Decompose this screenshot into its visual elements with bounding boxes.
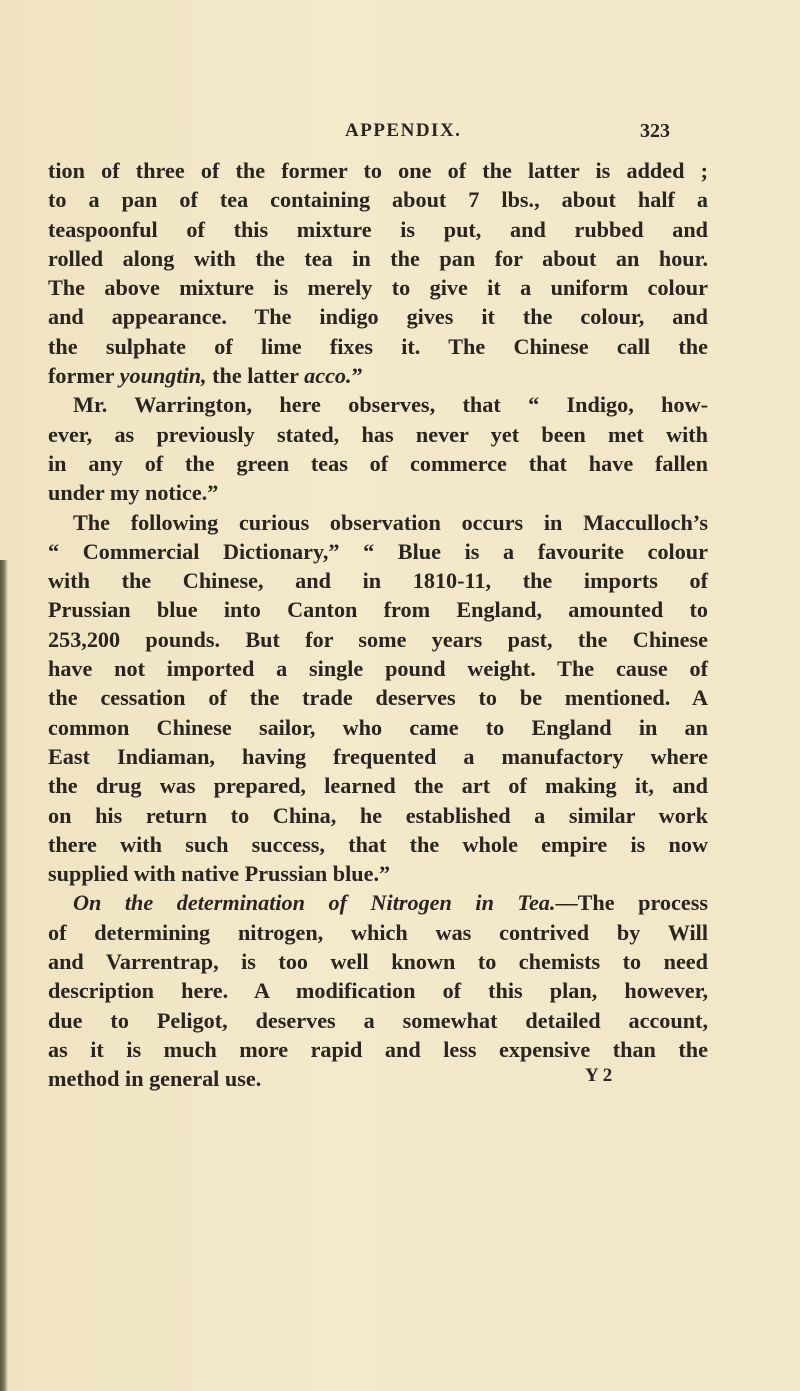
text-line	[48, 390, 708, 419]
text-line	[48, 771, 708, 800]
text-line	[48, 156, 708, 185]
running-head-title: APPENDIX.	[345, 120, 462, 141]
text-run: the cessation of the trade deserves to be mentioned. A	[48, 685, 708, 711]
text-line	[48, 1006, 708, 1035]
text-line	[48, 420, 708, 449]
italic-text: On the determination of Nitrogen in Tea.	[73, 890, 556, 916]
text-run: due to Peligot, deserves a somewhat detailed account,	[48, 1007, 708, 1033]
text-run: The above mixture is merely to give it a uniform colour	[48, 275, 708, 301]
text-line	[48, 332, 708, 361]
text-run: and appearance. The indigo gives it the colour, and	[48, 304, 708, 330]
text-run: in any of the green teas of commerce that have fallen	[48, 450, 708, 476]
text-run: rolled along with the tea in the pan for about an hour.	[48, 245, 708, 271]
italic-text: youngtin,	[119, 363, 207, 389]
text-run: supplied with native Prussian blue.”	[48, 861, 391, 887]
text-run: The following curious observation occurs in Macculloch’s	[73, 509, 708, 535]
text-line	[48, 302, 708, 331]
text-run: Prussian blue into Canton from England, amounted to	[48, 597, 708, 623]
text-run: have not imported a single pound weight. The cause of	[48, 656, 708, 682]
text-line	[48, 508, 708, 537]
text-run: —The process	[555, 890, 708, 916]
text-line	[48, 654, 708, 683]
text-line	[48, 215, 708, 244]
text-run: of determining nitrogen, which was contrived by Will	[48, 919, 708, 945]
text-run: description here. A modification of this plan, however,	[48, 978, 708, 1004]
text-line	[48, 595, 708, 624]
text-line	[48, 361, 708, 390]
text-line	[48, 185, 708, 214]
text-line	[48, 713, 708, 742]
text-run: former	[48, 363, 120, 389]
text-line	[48, 742, 708, 771]
text-line	[48, 537, 708, 566]
text-line	[48, 566, 708, 595]
text-run: and Varrentrap, is too well known to chemists to need	[48, 949, 708, 975]
text-run: 253,200 pounds. But for some years past, the Chinese	[48, 626, 708, 652]
text-run: the latter	[206, 363, 305, 389]
text-run: with the Chinese, and in 1810-11, the imports of	[48, 568, 708, 594]
text-run: the drug was prepared, learned the art of making it, and	[48, 773, 708, 799]
text-run: teaspoonful of this mixture is put, and rubbed and	[48, 216, 708, 242]
running-head	[0, 120, 800, 150]
text-run: the sulphate of lime fixes it. The Chinese call the	[48, 333, 708, 359]
text-run: “ Commercial Dictionary,” “ Blue is a favourite colour	[48, 538, 708, 564]
text-run: under my notice.”	[48, 480, 219, 506]
text-run: method in general use.	[48, 1066, 262, 1092]
text-line	[48, 830, 708, 859]
text-line	[48, 1035, 708, 1064]
text-line	[48, 449, 708, 478]
text-run: East Indiaman, having frequented a manufactory where	[48, 743, 708, 769]
page-spine-shadow	[0, 560, 8, 1391]
text-line	[48, 888, 708, 917]
text-line	[48, 918, 708, 947]
text-run: tion of three of the former to one of the latter is added ;	[48, 158, 708, 183]
text-run: ever, as previously stated, has never yet been met with	[48, 421, 708, 447]
text-line	[48, 947, 708, 976]
text-line	[48, 683, 708, 712]
page-number: 323	[640, 120, 670, 142]
text-line	[48, 976, 708, 1005]
italic-text: acco.	[304, 363, 352, 389]
text-line	[48, 478, 708, 507]
text-line	[48, 801, 708, 830]
text-run: on his return to China, he established a similar work	[48, 802, 708, 828]
text-run: Mr. Warrington, here observes, that “ Indigo, how-	[73, 392, 708, 418]
text-run: common Chinese sailor, who came to England in an	[48, 714, 708, 740]
text-line	[48, 244, 708, 273]
text-line	[48, 625, 708, 654]
body-text	[48, 156, 708, 1094]
text-line	[48, 859, 708, 888]
text-run: ”	[351, 363, 363, 389]
text-run: there with such success, that the whole empire is now	[48, 831, 708, 857]
text-run: to a pan of tea containing about 7 lbs., about half a	[48, 187, 708, 213]
signature-mark: Y 2	[585, 1065, 613, 1086]
text-run: as it is much more rapid and less expensive than the	[48, 1036, 708, 1062]
text-line	[48, 273, 708, 302]
